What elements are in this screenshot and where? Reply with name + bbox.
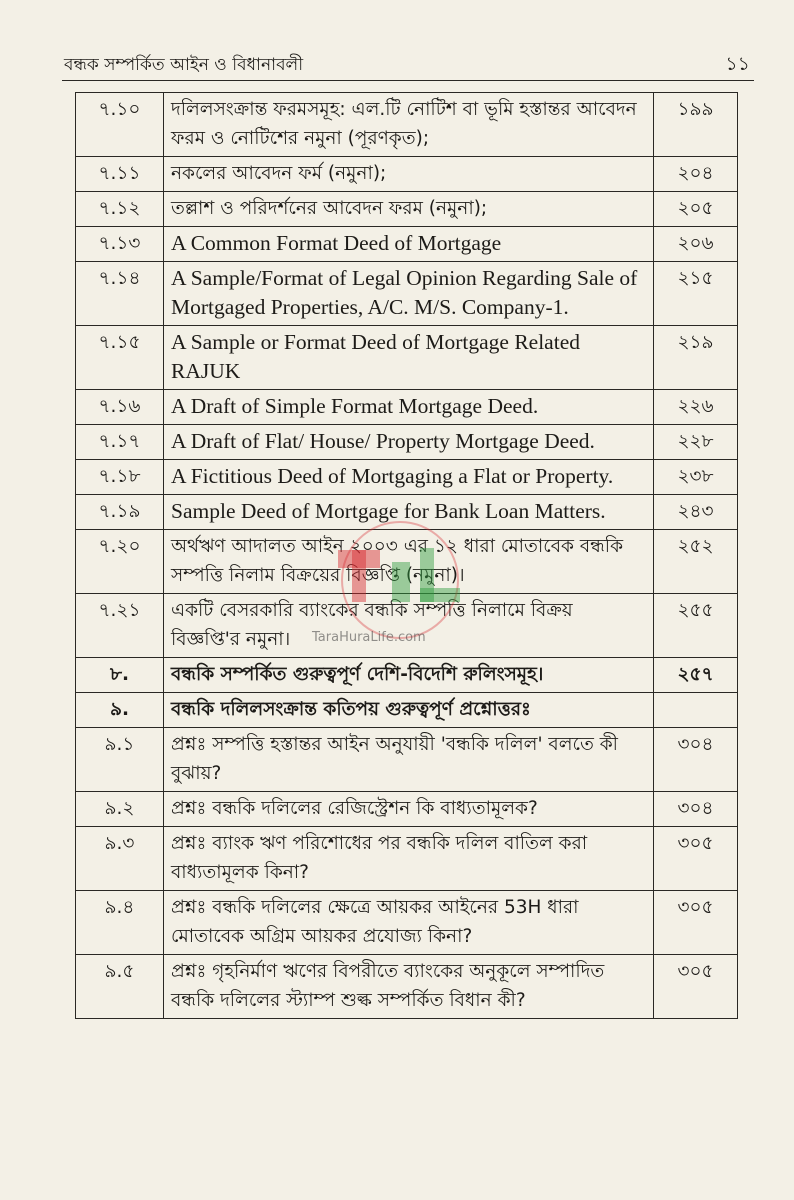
section-number: ৭.১৭ bbox=[76, 425, 164, 460]
section-title: প্রশ্নঃ বন্ধকি দলিলের ক্ষেত্রে আয়কর আইনের 53H ধারা মোতাবেক অগ্রিম আয়কর প্রযোজ্য কিনা? bbox=[164, 891, 654, 955]
section-number: ৯.২ bbox=[76, 792, 164, 827]
section-number: ৯.৩ bbox=[76, 827, 164, 891]
section-page: ২৪৩ bbox=[654, 495, 738, 530]
section-title: প্রশ্নঃ সম্পত্তি হস্তান্তর আইন অনুযায়ী 'বন্ধকি দলিল' বলতে কী বুঝায়? bbox=[164, 728, 654, 792]
contents-table bbox=[75, 92, 738, 1019]
section-page: ৩০৫ bbox=[654, 955, 738, 1019]
table-row bbox=[76, 955, 738, 1019]
section-number: ৯. bbox=[76, 693, 164, 728]
section-title: বন্ধকি সম্পর্কিত গুরুত্বপূর্ণ দেশি-বিদেশি রুলিংসমূহ। bbox=[164, 658, 654, 693]
table-row bbox=[76, 227, 738, 262]
table-row bbox=[76, 262, 738, 326]
watermark-site-text: TaraHuraLife.com bbox=[312, 630, 426, 645]
section-title: প্রশ্নঃ বন্ধকি দলিলের রেজিস্ট্রেশন কি বাধ্যতামূলক? bbox=[164, 792, 654, 827]
section-page bbox=[654, 693, 738, 728]
section-title: A Draft of Flat/ House/ Property Mortgage Deed. bbox=[164, 425, 654, 460]
section-title: A Sample/Format of Legal Opinion Regarding Sale of Mortgaged Properties, A/C. M/S. Company-1. bbox=[164, 262, 654, 326]
running-title: বন্ধক সম্পর্কিত আইন ও বিধানাবলী bbox=[64, 55, 304, 75]
table-row bbox=[76, 192, 738, 227]
section-page: ৩০৪ bbox=[654, 728, 738, 792]
section-number: ৯.৫ bbox=[76, 955, 164, 1019]
section-page: ৩০৪ bbox=[654, 792, 738, 827]
table-row bbox=[76, 728, 738, 792]
table-row bbox=[76, 425, 738, 460]
section-title: A Common Format Deed of Mortgage bbox=[164, 227, 654, 262]
table-row bbox=[76, 460, 738, 495]
table-row bbox=[76, 495, 738, 530]
section-title: A Fictitious Deed of Mortgaging a Flat or Property. bbox=[164, 460, 654, 495]
section-page: ২০৬ bbox=[654, 227, 738, 262]
section-title: দলিলসংক্রান্ত ফরমসমূহ: এল.টি নোটিশ বা ভূমি হস্তান্তর আবেদন ফরম ও নোটিশের নমুনা (পূরণকৃত); bbox=[164, 93, 654, 157]
table-row bbox=[76, 594, 738, 658]
table-row bbox=[76, 93, 738, 157]
section-number: ৭.১৯ bbox=[76, 495, 164, 530]
section-title: তল্লাশ ও পরিদর্শনের আবেদন ফরম (নমুনা); bbox=[164, 192, 654, 227]
table-row bbox=[76, 827, 738, 891]
section-number: ৭.১৪ bbox=[76, 262, 164, 326]
section-number: ৭.১৫ bbox=[76, 326, 164, 390]
section-page: ২৫২ bbox=[654, 530, 738, 594]
table-row bbox=[76, 326, 738, 390]
section-title: A Draft of Simple Format Mortgage Deed. bbox=[164, 390, 654, 425]
page-header bbox=[62, 46, 754, 81]
section-title: প্রশ্নঃ গৃহনির্মাণ ঋণের বিপরীতে ব্যাংকের অনুকূলে সম্পাদিত বন্ধকি দলিলের স্ট্যাম্প শুল্ক সম্পর্কিত বিধান কী? bbox=[164, 955, 654, 1019]
table-row bbox=[76, 530, 738, 594]
section-title: প্রশ্নঃ ব্যাংক ঋণ পরিশোধের পর বন্ধকি দলিল বাতিল করা বাধ্যতামূলক কিনা? bbox=[164, 827, 654, 891]
section-page: ২১৫ bbox=[654, 262, 738, 326]
section-number: ৭.১০ bbox=[76, 93, 164, 157]
section-title: অর্থঋণ আদালত আইন ২০০৩ এর ১২ ধারা মোতাবেক বন্ধকি সম্পত্তি নিলাম বিক্রয়ের বিজ্ঞপ্তি (নমুনা)। bbox=[164, 530, 654, 594]
section-page: ২৩৮ bbox=[654, 460, 738, 495]
section-page: ১৯৯ bbox=[654, 93, 738, 157]
page-number: ১১ bbox=[725, 53, 750, 75]
section-number: ৭.১৩ bbox=[76, 227, 164, 262]
section-title: Sample Deed of Mortgage for Bank Loan Matters. bbox=[164, 495, 654, 530]
table-row bbox=[76, 891, 738, 955]
section-number: ৭.১২ bbox=[76, 192, 164, 227]
section-number: ৭.১১ bbox=[76, 157, 164, 192]
section-page: ২১৯ bbox=[654, 326, 738, 390]
section-title: বন্ধকি দলিলসংক্রান্ত কতিপয় গুরুত্বপূর্ণ প্রশ্নোত্তরঃ bbox=[164, 693, 654, 728]
section-number: ৭.২১ bbox=[76, 594, 164, 658]
table-row bbox=[76, 157, 738, 192]
table-row bbox=[76, 658, 738, 693]
section-number: ৯.১ bbox=[76, 728, 164, 792]
section-title: নকলের আবেদন ফর্ম (নমুনা); bbox=[164, 157, 654, 192]
section-number: ৭.২০ bbox=[76, 530, 164, 594]
table-row bbox=[76, 390, 738, 425]
section-number: ৭.১৮ bbox=[76, 460, 164, 495]
section-title: একটি বেসরকারি ব্যাংকের বন্ধকি সম্পত্তি নিলামে বিক্রয় বিজ্ঞপ্তি'র নমুনা। bbox=[164, 594, 654, 658]
section-page: ৩০৫ bbox=[654, 827, 738, 891]
section-page: ৩০৫ bbox=[654, 891, 738, 955]
section-page: ২২৬ bbox=[654, 390, 738, 425]
table-row bbox=[76, 792, 738, 827]
section-page: ২৫৭ bbox=[654, 658, 738, 693]
section-page: ২৫৫ bbox=[654, 594, 738, 658]
section-number: ৯.৪ bbox=[76, 891, 164, 955]
section-number: ৮. bbox=[76, 658, 164, 693]
section-page: ২২৮ bbox=[654, 425, 738, 460]
section-page: ২০৪ bbox=[654, 157, 738, 192]
section-title: A Sample or Format Deed of Mortgage Related RAJUK bbox=[164, 326, 654, 390]
section-page: ২০৫ bbox=[654, 192, 738, 227]
table-row bbox=[76, 693, 738, 728]
section-number: ৭.১৬ bbox=[76, 390, 164, 425]
